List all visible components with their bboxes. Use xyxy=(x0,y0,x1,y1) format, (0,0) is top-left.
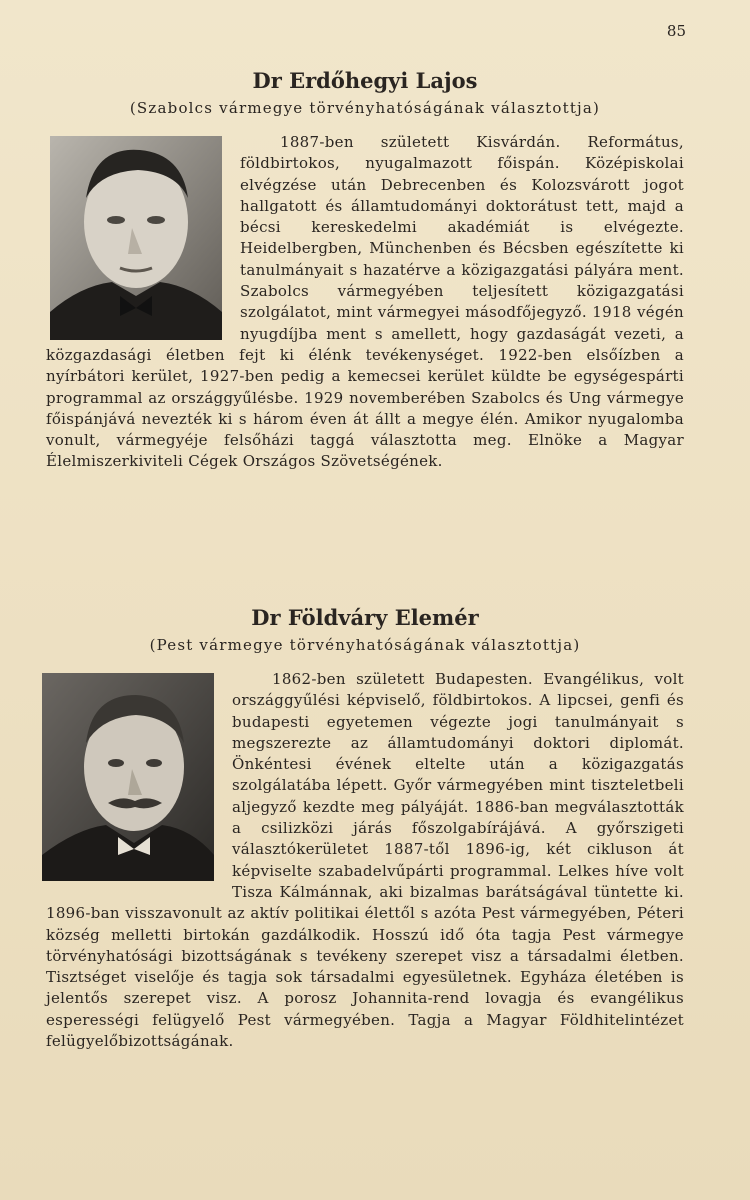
biography-paragraph: 1887-ben született Kisvárdán. Református, földbirtokos, nyugalmazott főispán. Középiskolai elvégzése után Debrecenben és Kolozsvárott jogot hallgatott és államtudományi doktorátust tett, majd a bécsi kereskedelmi akadémiát is elvégezte. Heidelbergben, Münchenben és Bécsben egészítette ki tanulmányait s hazatérve a közigazgatási pályára ment. Szabolcs vármegyében teljesített közigazgatási szolgálatot, mint vármegyei másodfőjegyző. 1918 végén nyugdíjba ment s amellett, hogy gazdaságát vezeti, a közgazdasági életben fejt ki élénk tevékenységet. 1922-ben elsőízben a nyírbátori kerület, 1927-ben pedig a kemecsei kerület küldte be egységespárti programmal az országgyűlésbe. 1929 novemberében Szabolcs és Ung vármegye főispánjává nevezték ki s három éven át állt a megye élén. Amikor nyugalomba vonult, vármegyéje felsőházi taggá választotta meg. Elnöke a Magyar Élelmiszerkiviteli Cégek Országos Szövetségének. xyxy=(46,133,684,471)
portrait-photo-icon xyxy=(42,673,214,881)
biography-text xyxy=(46,132,684,473)
biography-text xyxy=(46,669,684,1052)
biography-subtitle: (Szabolcs vármegye törvényhatóságának választottja) xyxy=(129,99,601,117)
biography-name: Dr Erdőhegyi Lajos xyxy=(252,68,478,93)
biography-erdohegyi xyxy=(46,68,684,473)
biography-foldvary xyxy=(46,605,684,1052)
biography-paragraph: 1862-ben született Budapesten. Evangélikus, volt országgyűlési képviselő, földbirtokos. A lipcsei, genfi és budapesti egyetemen végezte jogi tanulmányait s megszerezte az államtudományi doktori diplomát. Önkéntesi évének eltelte után a közigazgatás szolgálatába lépett. Győr vármegyében mint tiszteletbeli aljegyző kezdte meg pályáját. 1886-ban megválasztották a csilizközi járás főszolgabírájává. A győrszigeti választókerületet 1887-től 1896-ig, két cikluson át képviselte szabadelvűpárti programmal. Lelkes híve volt Tisza Kálmánnak, aki bizalmas barátságával tüntette ki. 1896-ban visszavonult az aktív politikai élettől s azóta Pest vármegyében, Péteri község melletti birtokán gazdálkodik. Hosszú idő óta tagja Pest vármegye törvényhatósági bizottságának s tevékeny szerepet visz a társadalmi életben. Tisztséget viselője és tagja sok társadalmi egyesületnek. Egyháza életében is jelentős szerepet visz. A porosz Johannita-rend lovagja és evangélikus esperességi felügyelő Pest vármegyében. Tagja a Magyar Földhitelintézet felügyelőbizottságának. xyxy=(46,670,684,1051)
portrait-photo-icon xyxy=(50,136,222,340)
page-number: 85 xyxy=(666,22,686,40)
biography-name: Dr Földváry Elemér xyxy=(251,605,479,630)
biography-subtitle: (Pest vármegye törvényhatóságának választottja) xyxy=(149,636,581,654)
